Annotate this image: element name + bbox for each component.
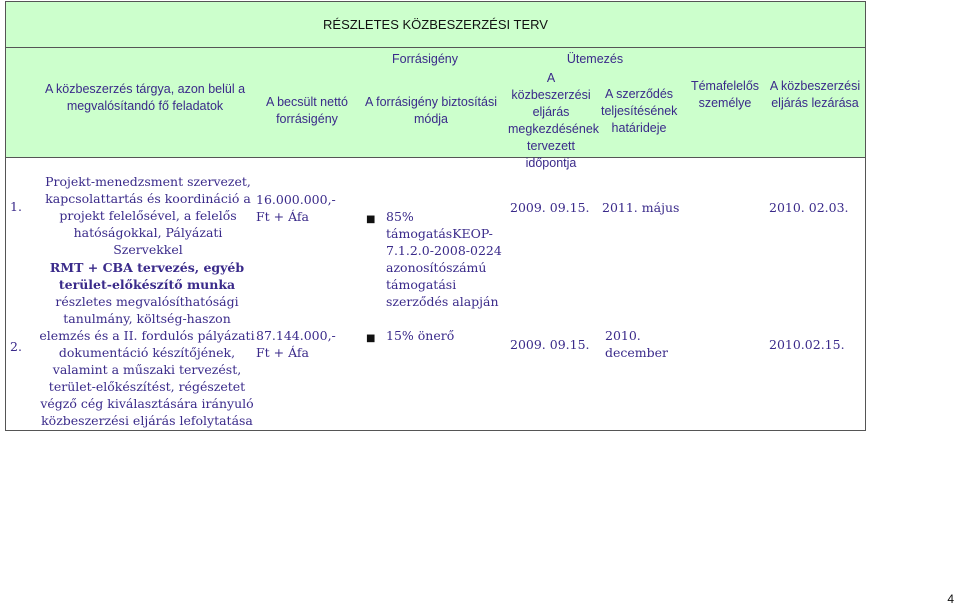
- page-title-text: RÉSZLETES KÖZBESZERZÉSI TERV: [323, 17, 548, 32]
- row-1-funding: 85% támogatásKEOP-7.1.2.0-2008-0224 azonosítószámú támogatási szerződés alapján: [386, 209, 502, 309]
- row-2-funding: 15% önerő: [386, 328, 455, 343]
- row-1-deadline: 2011. május: [602, 200, 680, 215]
- row-2-task-title: RMT + CBA tervezés, egyéb terület-előkészítő munka: [49, 260, 245, 292]
- row-2-deadline: 2010. december: [605, 328, 669, 360]
- row-1-start: 2009. 09.15.: [510, 200, 590, 215]
- col-temafelelos-header: Témafelelős személye: [690, 79, 760, 110]
- row-1-close: 2010. 02.03.: [769, 200, 849, 215]
- row-2-task-desc: részletes megvalósíthatósági tanulmány, költség-haszon elemzés és a II. fordulós pályázati dokumentáció készítőjének, valamint a műszaki tervezést, terület-előkészítést, régészetet végző cég kiválasztására irányuló közbeszerzési eljárás lefolytatása: [39, 294, 255, 428]
- page-number: 4: [947, 592, 954, 606]
- col-targy-header: A közbeszerzés tárgya, azon belül a megvalósítandó fő feladatok: [44, 82, 246, 113]
- page-title: [5, 1, 866, 48]
- row-2-start: 2009. 09.15.: [510, 337, 590, 352]
- row-1-number: 1.: [10, 199, 22, 214]
- col-szerzodes-header: A szerződés teljesítésének határideje: [601, 87, 678, 135]
- table-body: [5, 158, 866, 431]
- row-2-amount: 87.144.000,- Ft + Áfa: [256, 328, 336, 360]
- col-megkezdes-header: A közbeszerzési eljárás megkezdésének tervezett időpontja: [508, 71, 600, 170]
- group-utemezes-header: Ütemezés: [566, 52, 624, 66]
- row-1-amount: 16.000.000,- Ft + Áfa: [256, 192, 336, 224]
- col-becsult-header: A becsült nettó forrásigény: [265, 95, 348, 126]
- col-lezaras-header: A közbeszerzési eljárás lezárása: [769, 79, 861, 110]
- group-forrasigeny-header: Forrásigény: [392, 52, 458, 66]
- row-2-number: 2.: [10, 339, 22, 354]
- row-1-task-desc: kapcsolattartás és koordináció a projekt felelősével, a felelős hatóságokkal, Pályázati Szervekkel: [45, 191, 251, 257]
- col-biztositas-header: A forrásigény biztosítási módja: [364, 95, 497, 126]
- table-header: [5, 48, 866, 170]
- row-2-close: 2010.02.15.: [769, 337, 845, 352]
- bullet-icon: ■: [366, 333, 376, 344]
- row-1-task-title: Projekt-menedzsment szervezet,: [45, 174, 251, 189]
- bullet-icon: ■: [366, 214, 376, 225]
